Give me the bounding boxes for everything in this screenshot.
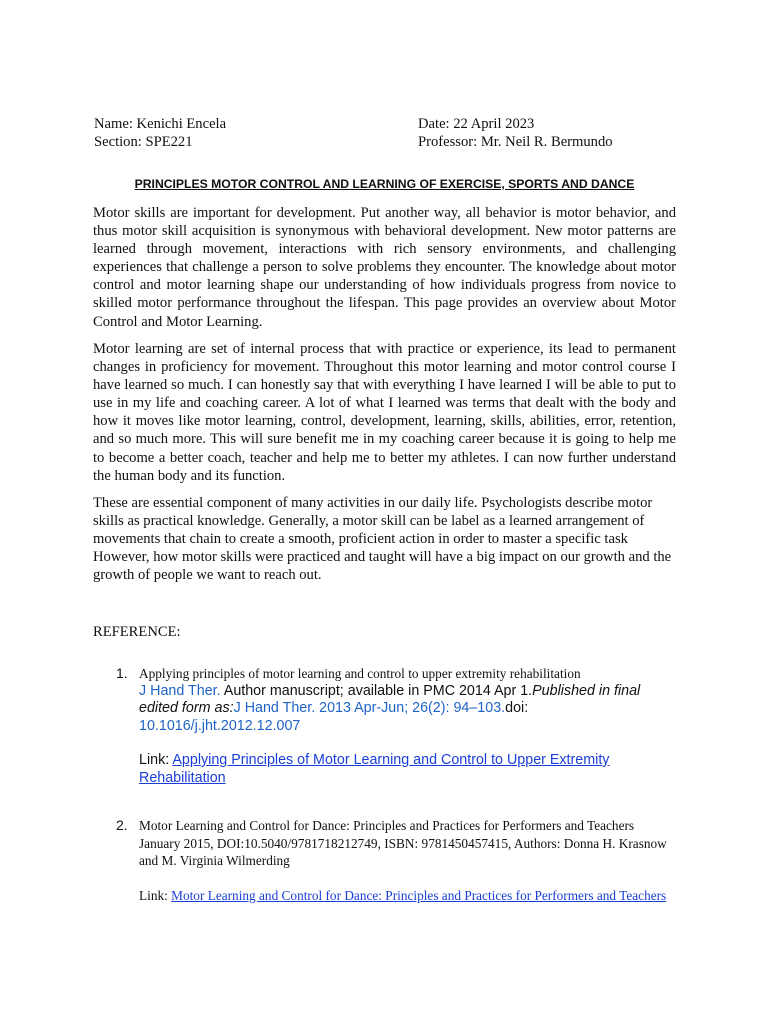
body-paragraph-1: Motor skills are important for development. Put another way, all behavior is motor behavior, and thus motor skill acquisition is synonymous with behavioral development. New motor patterns are learned through movement, interactions with rich sensory environments, and challenging experiences that challenge a person to solve problems they encounter. The knowledge about motor control and motor learning shape our understanding of how individuals progress from novice to skilled motor performance throughout the lifespan. This page provides an overview about Motor Control and Motor Learning.: [93, 205, 676, 330]
student-name: Name: Kenichi Encela: [94, 116, 227, 132]
reference-link-line: [139, 752, 669, 787]
reference-link-line: [139, 887, 669, 905]
doi-link[interactable]: 10.1016/j.jht.2012.12.007: [139, 717, 301, 734]
published-link[interactable]: J Hand Ther. 2013 Apr-Jun; 26(2): 94–103.: [233, 700, 506, 716]
reference-heading: REFERENCE:: [93, 624, 181, 640]
reference-number: 1.: [116, 665, 128, 681]
reference-number: 2.: [116, 817, 128, 833]
body-paragraph-2: Motor learning are set of internal process that with practice or experience, its lead to permanent changes in proficiency for movement. Throughout this motor learning and motor control course I have learned so much. I can honestly say that with everything I have learned I will be able to put to use in my life and coaching career. A lot of what I learned was terms that dealt with the body and how it moves like motor learning, control, development, learning, skills, abilities, error, retention, and so much more. This will sure benefit me in my coaching career because it is going to help me to become a better coach, teacher and help me to better my athletes. I can now further understand the human body and its function.: [93, 341, 676, 484]
reference-link[interactable]: Applying Principles of Motor Learning and Control to Upper Extremity Rehabilitation: [139, 752, 610, 786]
body-paragraph-3: These are essential component of many activities in our daily life. Psychologists describe motor skills as practical knowledge. Generally, a motor skill can be label as a learned arrangement of movements that chain to create a smooth, proficient action in order to master a specific task However, how motor skills were practiced and taught will have a big impact on our growth and the growth of people we want to reach out.: [93, 495, 672, 584]
professor-name: Professor: Mr. Neil R. Bermundo: [418, 134, 613, 150]
student-info: [94, 115, 226, 151]
submission-info: [418, 115, 613, 151]
journal-link[interactable]: J Hand Ther.: [139, 682, 221, 699]
page-title: PRINCIPLES MOTOR CONTROL AND LEARNING OF EXERCISE, SPORTS AND DANCE: [134, 177, 635, 191]
link-label: Link:: [139, 887, 172, 903]
reference-citation: [139, 683, 669, 736]
reference-title: Motor Learning and Control for Dance: Principles and Practices for Performers and Teachers January 2015, DOI:10.5040/9781718212749, ISBN: 9781450457415, Authors: Donna H. Krasnow and M. Virginia Wilmerding: [139, 818, 667, 868]
manuscript-note: Author manuscript; available in PMC 2014 Apr 1.: [220, 682, 533, 699]
reference-link[interactable]: Motor Learning and Control for Dance: Principles and Practices for Performers and Teachers: [171, 887, 667, 903]
reference-title: Applying principles of motor learning and control to upper extremity rehabilitation: [139, 666, 581, 681]
doi-label: doi:: [505, 700, 529, 716]
link-label: Link:: [139, 752, 173, 768]
student-section: Section: SPE221: [94, 134, 193, 150]
submission-date: Date: 22 April 2023: [418, 116, 535, 132]
published-label: Published in final edited form as:: [139, 682, 641, 716]
